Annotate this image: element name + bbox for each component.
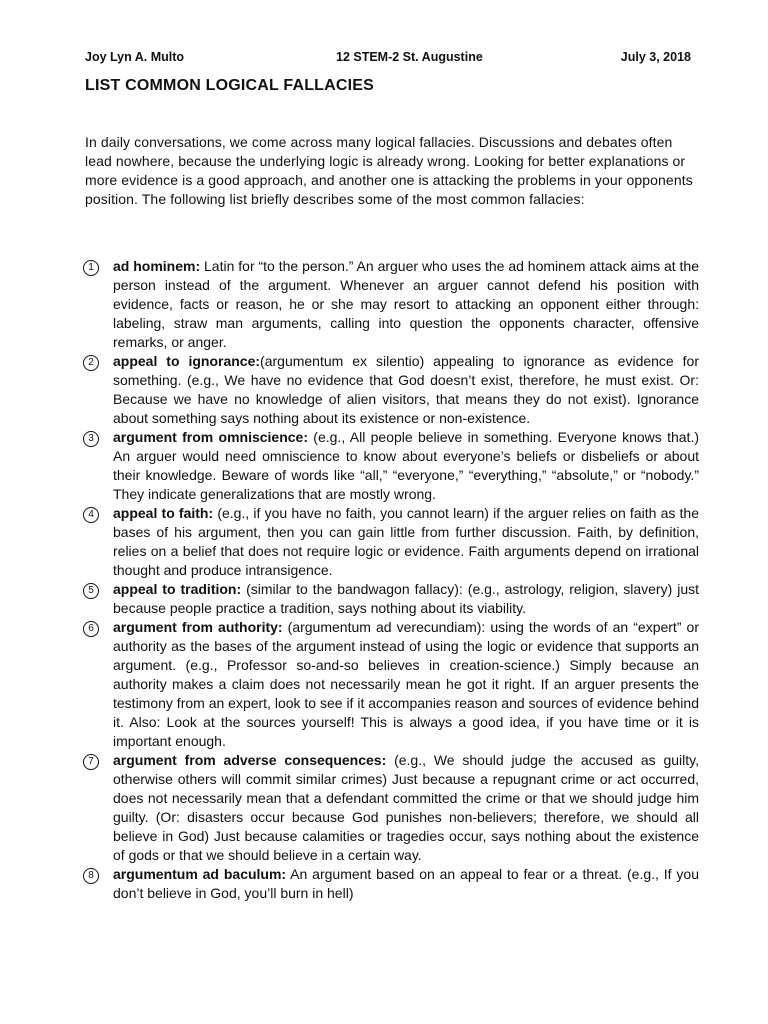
fallacy-term: argument from adverse consequences:: [113, 752, 387, 768]
intro-paragraph: In daily conversations, we come across many logical fallacies. Discussions and debates often lead nowhere, because the underlying logic is already wrong. Looking for better explanations or more evidence is a good approach, and another one is attacking the problems in your opponents position. The following list briefly describes some of the most common fallacies:: [85, 134, 693, 207]
list-item: [83, 257, 699, 352]
fallacy-term: appeal to tradition:: [113, 581, 242, 597]
fallacy-term: argument from authority:: [113, 619, 283, 635]
fallacy-term: argument from omniscience:: [113, 429, 308, 445]
author-name: Joy Lyn A. Multo: [85, 50, 185, 64]
fallacy-term: appeal to faith:: [113, 505, 214, 521]
circled-number: 7: [83, 754, 99, 770]
fallacy-list: [83, 257, 699, 903]
fallacy-term: argumentum ad baculum:: [113, 866, 287, 882]
document-header: [85, 50, 691, 68]
list-item: [83, 504, 699, 580]
circled-number: 4: [83, 507, 99, 523]
circled-number: 1: [83, 260, 99, 276]
circled-number: 3: [83, 431, 99, 447]
fallacy-term: appeal to ignorance:: [113, 353, 261, 369]
fallacy-description: (similar to the bandwagon fallacy): (e.g., astrology, religion, slavery) just because people practice a tradition, says nothing about its viability.: [113, 581, 699, 616]
list-item: [83, 751, 699, 865]
list-item: [83, 865, 699, 903]
list-item: [83, 580, 699, 618]
fallacy-description: (e.g., We should judge the accused as guilty, otherwise others will commit similar crimes) Just because a repugnant crime or act occurred, does not necessarily mean that a defendant committed the crime or that we should judge him guilty. (Or: disasters occur because God punishes non-believers; therefore, we should all believe in God) Just because calamities or tragedies occur, says nothing about the existence of gods or that we should believe in a certain way.: [113, 752, 699, 863]
fallacy-description: (argumentum ad verecundiam): using the words of an “expert” or authority as the bases of the argument instead of using the logic or evidence that supports an argument. (e.g., Professor so-and-so believes in creation-science.) Simply because an authority makes a claim does not necessarily mean he got it right. If an arguer presents the testimony from an expert, look to see if it accompanies reason and sources of evidence behind it. Also: Look at the sources yourself! This is always a good idea, if you have time or it is important enough.: [113, 619, 699, 749]
list-item: [83, 428, 699, 504]
document-date: July 3, 2018: [620, 50, 691, 64]
circled-number: 8: [83, 868, 99, 884]
circled-number: 2: [83, 355, 99, 371]
class-section: 12 STEM-2 St. Augustine: [336, 50, 483, 64]
fallacy-term: ad hominem:: [113, 258, 201, 274]
page-title: LIST COMMON LOGICAL FALLACIES: [85, 77, 375, 94]
list-item: [83, 352, 699, 428]
circled-number: 6: [83, 621, 99, 637]
fallacy-description: (e.g., if you have no faith, you cannot learn) if the arguer relies on faith as the bases of his argument, then you can gain little from further discussion. Faith, by definition, relies on a belief that does not require logic or evidence. Faith arguments depend on irrational thought and produce intransigence.: [113, 505, 699, 578]
fallacy-description: (argumentum ex silentio) appealing to ignorance as evidence for something. (e.g., We have no evidence that God doesn’t exist, therefore, he must exist. Or: Because we have no knowledge of alien visitors, that means they do not exist). Ignorance about something says nothing about its existence or non-existence.: [113, 353, 699, 426]
circled-number: 5: [83, 583, 99, 599]
fallacy-description: (e.g., All people believe in something. Everyone knows that.) An arguer would need omniscience to know about everyone’s beliefs or disbeliefs or about their knowledge. Beware of words like “all,” “everyone,” “everything,” “absolute,” or “nobody.” They indicate generalizations that are mostly wrong.: [113, 429, 699, 502]
list-item: [83, 618, 699, 751]
fallacy-description: Latin for “to the person.” An arguer who uses the ad hominem attack aims at the person instead of the argument. Whenever an arguer cannot defend his position with evidence, facts or reason, he or she may resort to attacking an opponent either through: labeling, straw man arguments, calling into question the opponents character, offensive remarks, or anger.: [113, 258, 699, 350]
fallacy-description: An argument based on an appeal to fear or a threat. (e.g., If you don’t believe in God, you’ll burn in hell): [113, 866, 699, 901]
